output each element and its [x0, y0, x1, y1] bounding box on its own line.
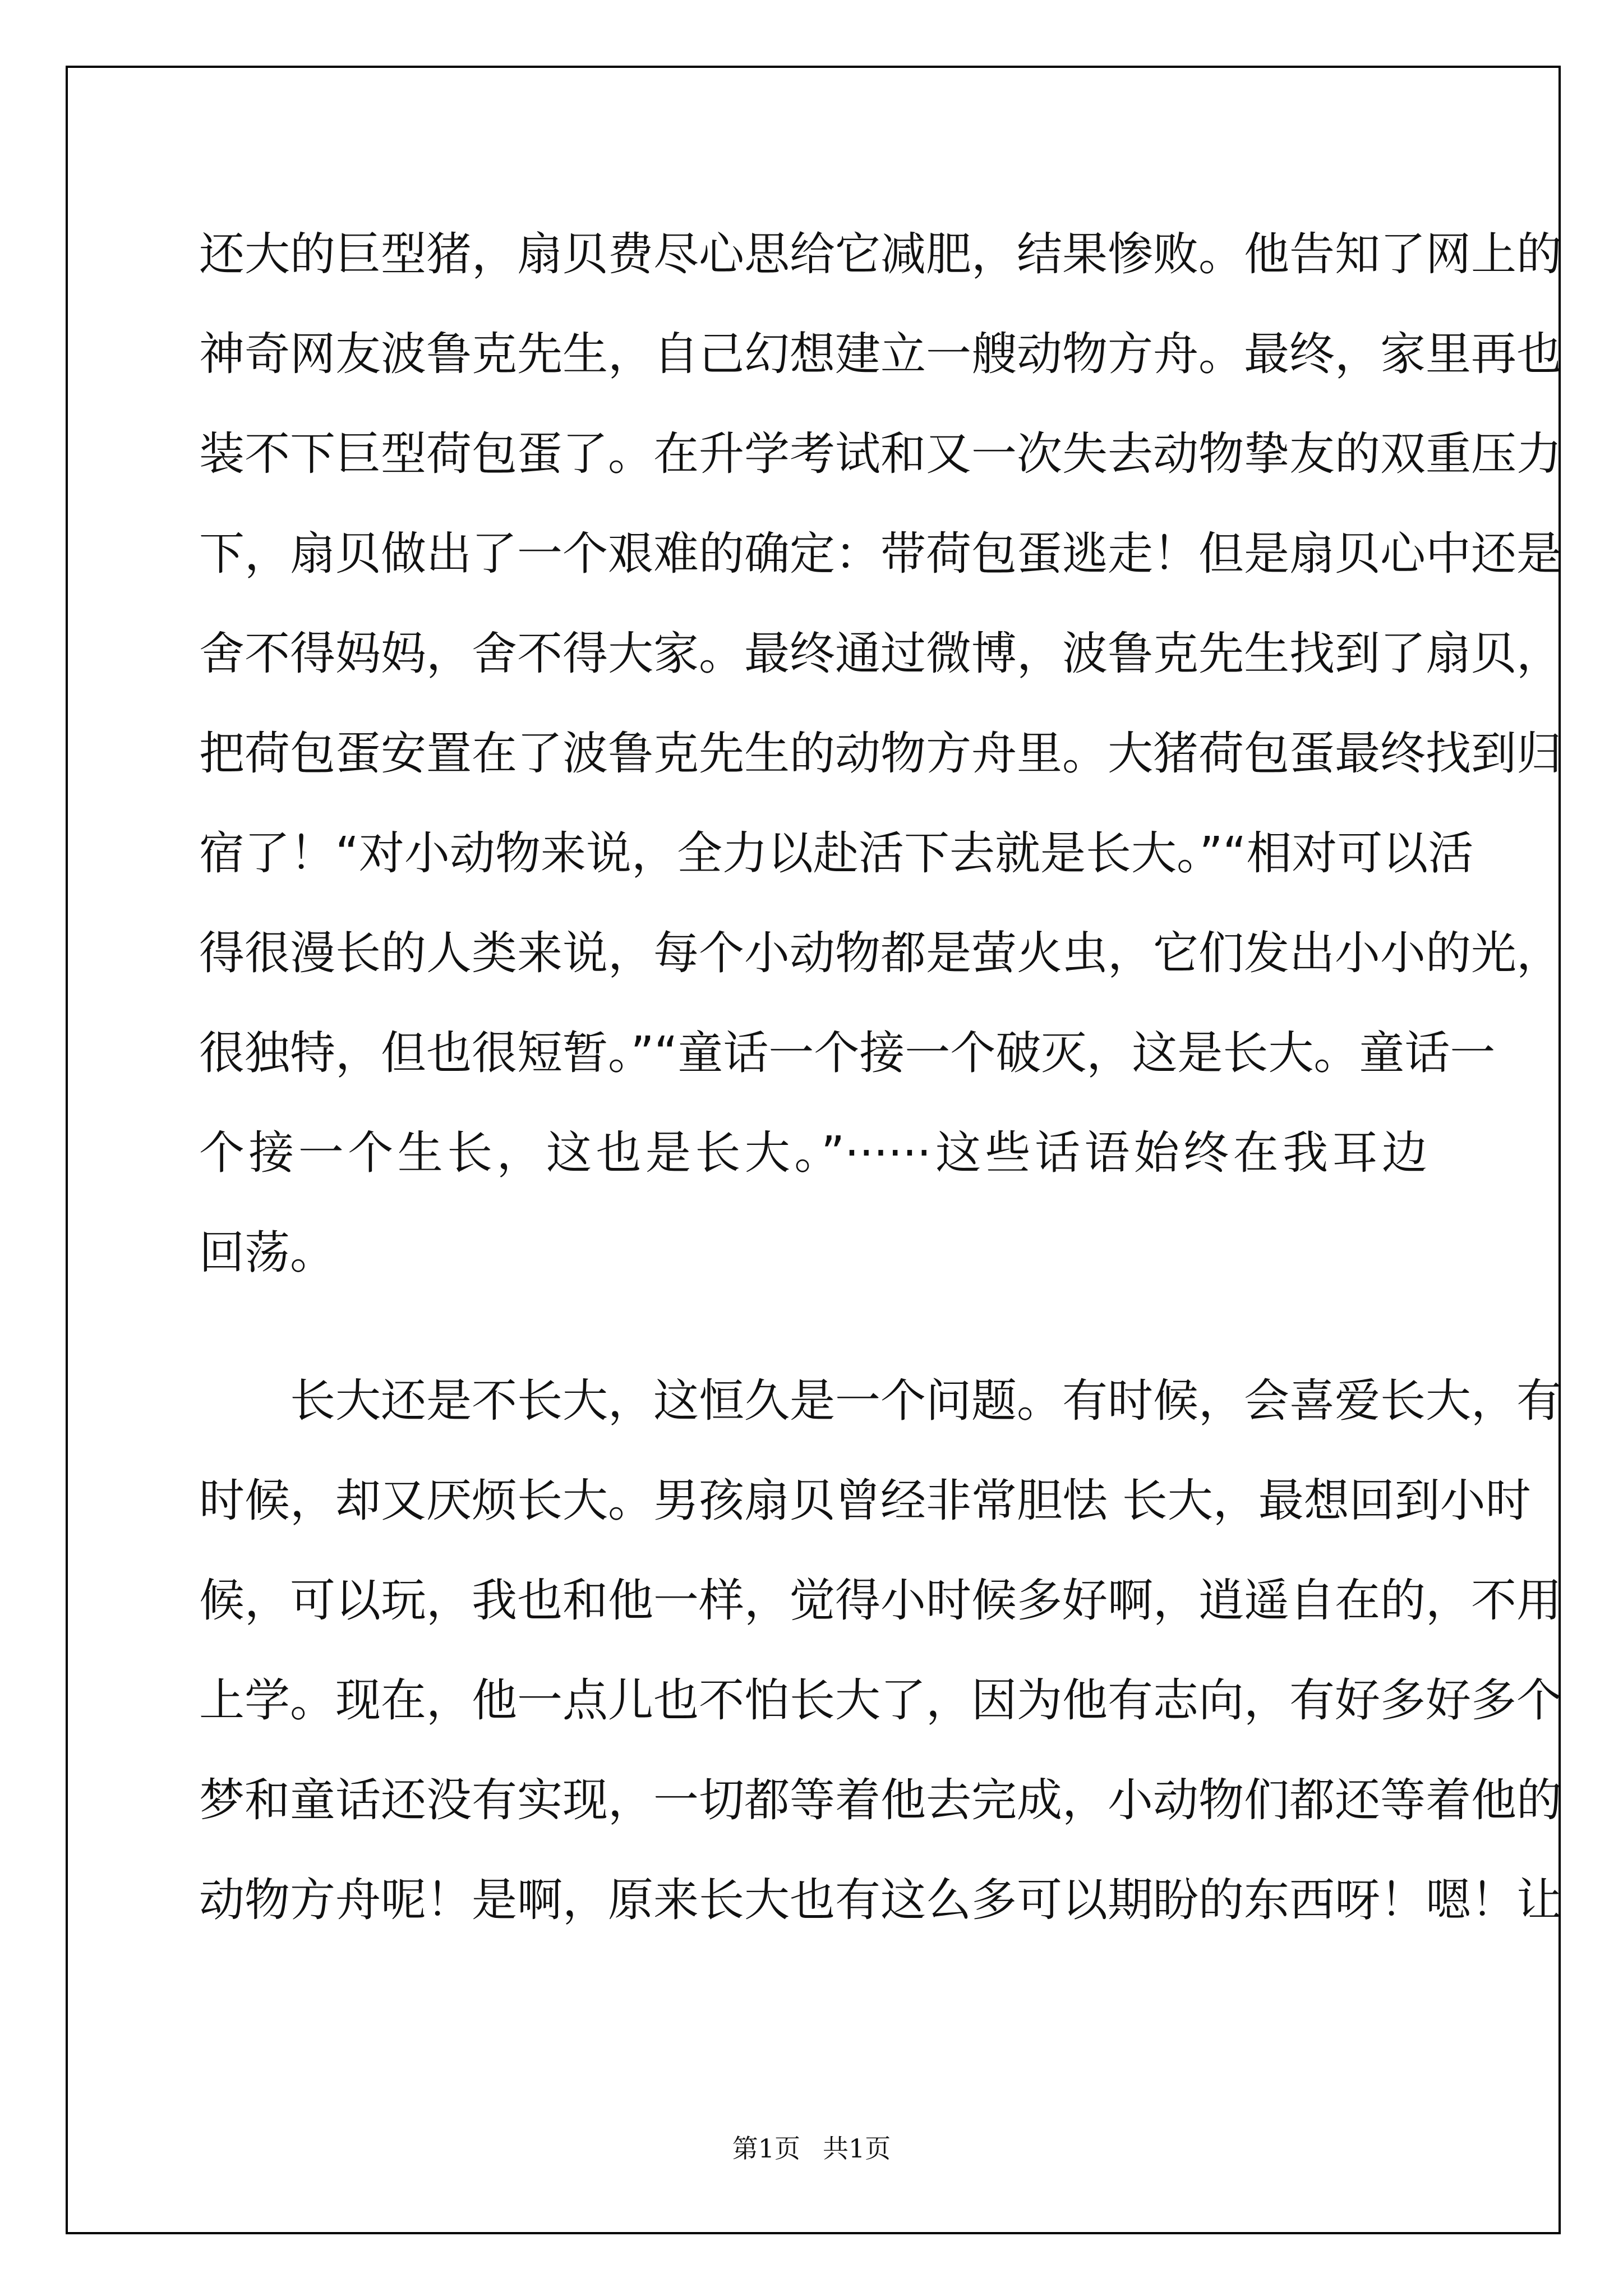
text-line: 动物方舟呢！是啊，原来长大也有这么多可以期盼的东西呀！嗯！让: [199, 1874, 1562, 1927]
text-line: 候，可以玩，我也和他一样，觉得小时候多好啊，逍遥自在的，不用: [199, 1575, 1562, 1627]
text-line: 时候，却又厌烦长大。男孩扇贝曾经非常胆怯 长大，最想回到小时: [199, 1475, 1531, 1527]
text-line: 宿了！“对小动物来说，全力以赴活下去就是长大。”“相对可以活: [199, 827, 1474, 880]
page-number: 第1页: [732, 2133, 800, 2164]
paragraph-gap: [199, 1303, 1427, 1351]
text-line: 装不下巨型荷包蛋了。在升学考试和又一次失去动物挚友的双重压力: [199, 428, 1562, 481]
text-line: 舍不得妈妈，舍不得大家。最终通过微博，波鲁克先生找到了扇贝，: [199, 628, 1562, 680]
text-line-indented: [199, 1351, 1562, 1451]
text-line: 很独特，但也很短暂。”“童话一个接一个破灭，这是长大。童话一: [199, 1027, 1496, 1080]
text-line: 还大的巨型猪，扇贝费尽心思给它减肥，结果惨败。他告知了网上的: [199, 228, 1562, 281]
text-line: 把荷包蛋安置在了波鲁克先生的动物方舟里。大猪荷包蛋最终找到归: [199, 728, 1562, 780]
text-line: 神奇网友波鲁克先生，自己幻想建立一艘动物方舟。最终，家里再也: [199, 328, 1562, 381]
page-footer: [0, 2132, 1623, 2165]
text-line: 回荡。: [199, 1227, 336, 1280]
text-line: 个接一个生长，这也是长大。”······这些话语始终在我耳边: [199, 1127, 1427, 1180]
document-body: [199, 205, 1562, 1950]
text-line: 上学。现在，他一点儿也不怕长大了，因为他有志向，有好多好多个: [199, 1674, 1562, 1727]
text-line: 下，扇贝做出了一个艰难的确定：带荷包蛋逃走！但是扇贝心中还是: [199, 528, 1562, 581]
text-line: 得很漫长的人类来说，每个小动物都是萤火虫，它们发出小小的光，: [199, 927, 1562, 980]
text-line: 梦和童话还没有实现，一切都等着他去完成，小动物们都还等着他的: [199, 1774, 1562, 1827]
page-total: 共1页: [823, 2133, 891, 2164]
text-line-content: 长大还是不长大，这恒久是一个问题。有时候，会喜爱长大，有: [290, 1375, 1562, 1428]
